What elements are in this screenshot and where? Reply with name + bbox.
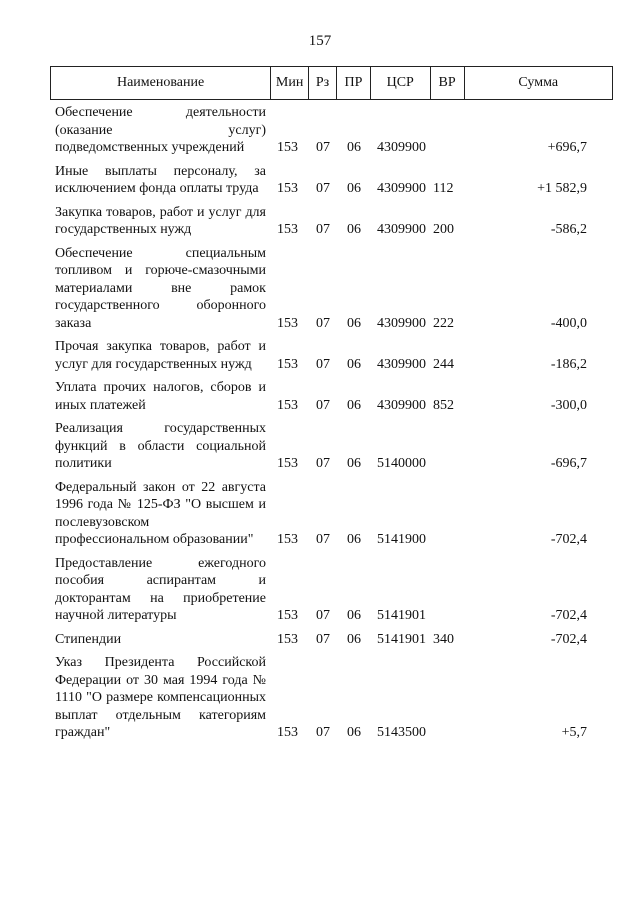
table-row	[50, 654, 613, 742]
row-csr: 4309900	[377, 140, 426, 155]
table-row	[50, 479, 613, 549]
row-sum: -702,4	[550, 631, 587, 647]
row-sum: -400,0	[550, 315, 587, 331]
row-csr: 5143500	[377, 725, 426, 740]
table-row	[50, 204, 613, 239]
row-pr: 06	[347, 356, 361, 372]
row-name: Реализация государственных функций в области социальной политики	[55, 421, 266, 471]
row-vr: 112	[433, 181, 454, 196]
row-min: 153	[277, 181, 298, 196]
row-name: Стипендии	[55, 631, 122, 647]
row-pr: 06	[347, 222, 361, 237]
row-min: 153	[277, 356, 298, 372]
header-name: Наименование	[51, 67, 271, 99]
header-min: Мин	[271, 67, 309, 99]
header-csr: ЦСР	[371, 67, 431, 99]
row-sum: -702,4	[550, 532, 587, 547]
header-pr: ПР	[337, 67, 371, 99]
row-sum: -696,7	[550, 456, 587, 471]
row-rz: 07	[316, 222, 330, 237]
row-vr: 244	[433, 356, 454, 372]
row-csr: 5141901	[377, 631, 426, 647]
row-rz: 07	[316, 315, 330, 331]
table-body	[50, 104, 613, 748]
row-pr: 06	[347, 725, 361, 740]
row-csr: 4309900	[377, 181, 426, 196]
row-rz: 07	[316, 140, 330, 155]
row-vr: 852	[433, 397, 454, 413]
row-csr: 4309900	[377, 222, 426, 237]
row-sum: +5,7	[561, 725, 587, 740]
header-vr: ВР	[431, 67, 465, 99]
row-min: 153	[277, 140, 298, 155]
row-rz: 07	[316, 725, 330, 740]
row-name: Обеспечение деятельности (оказание услуг) подведомственных учреждений	[55, 105, 266, 155]
row-name: Обеспечение специальным топливом и горюче-смазочными материалами вне рамок государственного оборонного заказа	[55, 245, 266, 331]
row-vr: 340	[433, 631, 454, 647]
row-rz: 07	[316, 631, 330, 647]
row-csr: 5140000	[377, 456, 426, 471]
header-rz: Рз	[309, 67, 337, 99]
row-name: Уплата прочих налогов, сборов и иных платежей	[55, 380, 266, 413]
row-sum: -702,4	[550, 608, 587, 623]
row-name: Иные выплаты персоналу, за исключением фонда оплаты труда	[55, 163, 266, 196]
row-csr: 4309900	[377, 397, 426, 413]
table-row	[50, 338, 613, 373]
table-row	[50, 245, 613, 333]
table-row	[50, 420, 613, 473]
row-name: Федеральный закон от 22 августа 1996 года № 125-ФЗ "О высшем и послевузовском профессиональном образовании"	[55, 479, 266, 547]
row-csr: 5141901	[377, 608, 426, 623]
row-rz: 07	[316, 456, 330, 471]
row-rz: 07	[316, 532, 330, 547]
row-min: 153	[277, 725, 298, 740]
row-csr: 4309900	[377, 356, 426, 372]
row-name: Закупка товаров, работ и услуг для государственных нужд	[55, 204, 266, 237]
row-sum: +696,7	[547, 140, 587, 155]
page-number: 157	[308, 33, 332, 49]
row-sum: +1 582,9	[537, 181, 587, 196]
table-row	[50, 631, 613, 649]
table-header	[50, 66, 613, 100]
row-pr: 06	[347, 631, 361, 647]
row-min: 153	[277, 222, 298, 237]
table-row	[50, 379, 613, 414]
row-pr: 06	[347, 181, 361, 196]
header-sum: Сумма	[518, 75, 559, 90]
row-csr: 5141900	[377, 532, 426, 547]
row-rz: 07	[316, 356, 330, 372]
row-pr: 06	[347, 140, 361, 155]
row-rz: 07	[316, 181, 330, 196]
row-min: 153	[277, 456, 298, 471]
row-pr: 06	[347, 608, 361, 623]
row-pr: 06	[347, 397, 361, 413]
row-csr: 4309900	[377, 315, 426, 331]
row-rz: 07	[316, 608, 330, 623]
row-name: Предоставление ежегодного пособия аспирантам и докторантам на приобретение научной литературы	[55, 555, 266, 623]
row-min: 153	[277, 315, 298, 331]
row-min: 153	[277, 608, 298, 623]
row-min: 153	[277, 532, 298, 547]
row-sum: -300,0	[550, 397, 587, 413]
row-pr: 06	[347, 315, 361, 331]
row-min: 153	[277, 397, 298, 413]
row-pr: 06	[347, 532, 361, 547]
table-row	[50, 555, 613, 625]
row-rz: 07	[316, 397, 330, 413]
row-vr: 200	[433, 222, 454, 237]
row-pr: 06	[347, 456, 361, 471]
table-row	[50, 163, 613, 198]
row-name: Прочая закупка товаров, работ и услуг для государственных нужд	[55, 339, 266, 372]
row-name: Указ Президента Российской Федерации от 30 мая 1994 года № 1110 "О размере компенсационных выплат отдельным категориям граждан"	[55, 655, 266, 740]
row-sum: -586,2	[550, 222, 587, 237]
row-sum: -186,2	[550, 356, 587, 372]
row-min: 153	[277, 631, 298, 647]
table-row	[50, 104, 613, 157]
row-vr: 222	[433, 315, 454, 331]
